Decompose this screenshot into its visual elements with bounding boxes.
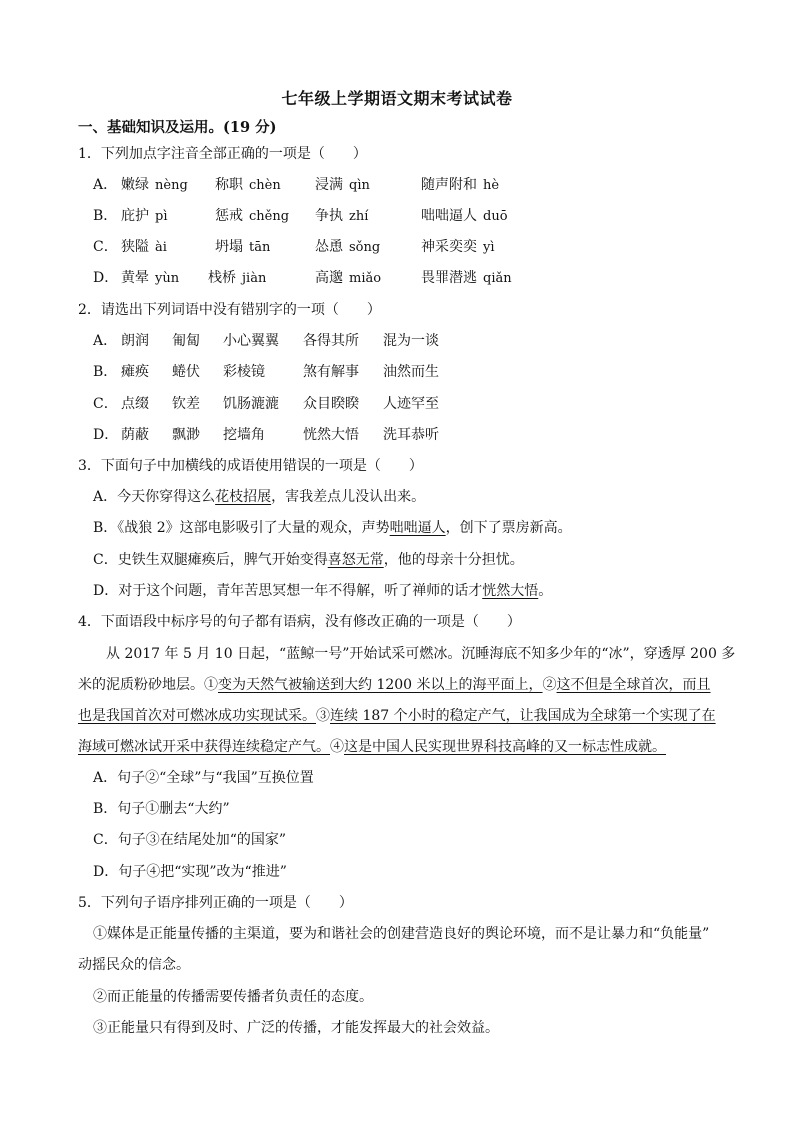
word: 高邈 <box>315 270 343 286</box>
option-text: A．今天你穿得这么 <box>93 489 216 505</box>
q2-option-d <box>93 425 439 445</box>
q1-option-a <box>93 175 500 195</box>
passage-line-2 <box>78 675 711 695</box>
word: 恍然大悟 <box>303 427 359 443</box>
word: 栈桥 <box>208 270 236 286</box>
pinyin: ài <box>155 240 167 255</box>
word: 瘫痪 <box>121 364 149 380</box>
q5-sentence-2: ②而正能量的传播需要传播者负责任的态度。 <box>93 989 373 1005</box>
word: 油然而生 <box>383 364 439 380</box>
word: 朗润 <box>121 333 149 349</box>
option-label: B． <box>93 364 118 380</box>
underlined-idiom: 咄咄逼人 <box>389 520 446 536</box>
passage-text: 米的泥质粉砂地层。① <box>78 677 218 693</box>
option-text: 。 <box>538 583 553 599</box>
question-1-stem: 1．下列加点字注音全部正确的一项是（ ） <box>78 146 367 162</box>
option-label: C． <box>93 396 118 412</box>
word: 各得其所 <box>303 333 359 349</box>
option-text: ，创下了票房新高。 <box>445 520 572 536</box>
underlined-sentence: 也是我国首次对可燃冰成功实现试采。 <box>78 708 316 724</box>
underlined-sentence: 变为天然气被输送到大约 1200 米以上的海平面上， <box>218 677 543 693</box>
word: 混为一谈 <box>383 333 439 349</box>
pinyin: hè <box>483 178 500 193</box>
underlined-sentence: 连续 187 个小时的稳定产气，让我国成为全球第一个实现了在 <box>330 708 716 724</box>
q3-option-c <box>93 550 524 570</box>
pinyin: chèn <box>249 178 281 193</box>
sentence-number: ② <box>542 677 557 693</box>
option-text: D．对于这个问题，青年苦思冥想一年不得解，听了禅师的话才 <box>93 583 483 599</box>
passage-line-4 <box>78 737 666 757</box>
option-text: B．《战狼 2》这部电影吸引了大量的观众，声势 <box>93 520 390 536</box>
pinyin: qiǎn <box>483 271 512 286</box>
word: 钦差 <box>172 396 200 412</box>
word: 人迹罕至 <box>383 396 439 412</box>
q1-option-c <box>93 237 495 257</box>
word: 狭隘 <box>121 239 149 255</box>
pinyin: duō <box>483 209 508 224</box>
pinyin: nèng <box>155 178 188 193</box>
section-heading: 一、基础知识及运用。(19 分) <box>78 119 277 136</box>
option-label: A． <box>93 177 118 193</box>
pinyin: chěng <box>249 209 290 224</box>
word: 随声附和 <box>421 177 477 193</box>
pinyin: yùn <box>155 271 180 286</box>
word: 荫蔽 <box>121 427 149 443</box>
option-text: C．史铁生双腿瘫痪后，脾气开始变得 <box>93 552 328 568</box>
sentence-number: ③ <box>316 708 330 724</box>
underlined-sentence: 这是中国人民实现世界科技高峰的又一标志性成就。 <box>344 739 666 755</box>
pinyin: qìn <box>349 178 370 193</box>
question-2-stem: 2．请选出下列词语中没有错别字的一项（ ） <box>78 302 381 318</box>
question-5-stem: 5．下列句子语序排列正确的一项是（ ） <box>78 895 353 911</box>
q4-option-b: B．句子①删去“大约” <box>93 801 230 817</box>
option-label: A． <box>93 333 118 349</box>
word: 怂恿 <box>315 239 343 255</box>
pinyin: jiàn <box>242 271 267 286</box>
word: 匍匐 <box>172 333 200 349</box>
q2-option-c <box>93 394 439 414</box>
word: 煞有解事 <box>303 364 359 380</box>
question-4-stem: 4．下面语段中标序号的句子都有语病，没有修改正确的一项是（ ） <box>78 614 521 630</box>
word: 庇护 <box>121 208 149 224</box>
q2-option-b <box>93 362 439 382</box>
sentence-number: ④ <box>330 739 344 755</box>
q5-sentence-3: ③正能量只有得到及时、广泛的传播，才能发挥最大的社会效益。 <box>93 1020 499 1036</box>
q4-option-c: C．句子③在结尾处加“的国家” <box>93 832 287 848</box>
pinyin: sǒng <box>349 240 381 255</box>
underlined-sentence: 这不但是全球首次，而且 <box>556 677 711 693</box>
option-text: ，他的母亲十分担忧。 <box>383 552 524 568</box>
q1-option-b <box>93 206 508 226</box>
underlined-idiom: 恍然大悟 <box>482 583 539 599</box>
word: 众目睽睽 <box>303 396 359 412</box>
pinyin: miǎo <box>349 271 382 286</box>
pinyin: yì <box>483 240 495 255</box>
pinyin: tān <box>249 240 271 255</box>
pinyin: zhí <box>349 209 369 224</box>
option-label: D． <box>93 270 119 286</box>
word: 称职 <box>215 177 243 193</box>
q2-option-a <box>93 331 439 351</box>
word: 饥肠漉漉 <box>223 396 279 412</box>
question-3-stem: 3．下面句子中加横线的成语使用错误的一项是（ ） <box>78 458 423 474</box>
q3-option-a <box>93 487 425 507</box>
option-label: C． <box>93 239 118 255</box>
word: 争执 <box>315 208 343 224</box>
passage-line-3 <box>78 706 716 726</box>
word: 浸满 <box>315 177 343 193</box>
option-label: D． <box>93 427 119 443</box>
q4-option-a: A．句子②“全球”与“我国”互换位置 <box>93 770 314 786</box>
pinyin: pì <box>155 209 168 224</box>
q4-option-d: D．句子④把“实现”改为“推进” <box>93 864 287 880</box>
word: 嫩绿 <box>121 177 149 193</box>
passage-line-1: 从 2017 年 5 月 10 日起，“蓝鲸一号”开始试采可燃冰。沉睡海底不知多少年的“冰”，穿透厚 200 多 <box>106 646 736 662</box>
word: 彩棱镜 <box>223 364 265 380</box>
word: 蜷伏 <box>172 364 200 380</box>
q1-option-d <box>93 268 512 288</box>
word: 洗耳恭听 <box>383 427 439 443</box>
word: 飘渺 <box>172 427 200 443</box>
word: 点缀 <box>121 396 149 412</box>
q5-sentence-1-cont: 动摇民众的信念。 <box>78 957 190 973</box>
option-text: ，害我差点儿没认出来。 <box>271 489 426 505</box>
word: 咄咄逼人 <box>421 208 477 224</box>
underlined-sentence: 海域可燃冰试开采中获得连续稳定产气。 <box>78 739 330 755</box>
word: 坍塌 <box>215 239 243 255</box>
underlined-idiom: 花枝招展 <box>215 489 272 505</box>
page-title: 七年级上学期语文期末考试试卷 <box>281 89 513 108</box>
word: 小心翼翼 <box>223 333 279 349</box>
word: 挖墙角 <box>223 427 265 443</box>
word: 惩戒 <box>215 208 243 224</box>
option-label: B． <box>93 208 118 224</box>
word: 神采奕奕 <box>421 239 477 255</box>
word: 黄晕 <box>121 270 149 286</box>
q5-sentence-1: ①媒体是正能量传播的主渠道，要为和谐社会的创建营造良好的舆论环境，而不是让暴力和“负能量” <box>93 926 710 942</box>
word: 畏罪潜逃 <box>421 270 477 286</box>
underlined-idiom: 喜怒无常 <box>327 552 384 568</box>
q3-option-d <box>93 581 552 601</box>
q3-option-b <box>93 518 572 538</box>
